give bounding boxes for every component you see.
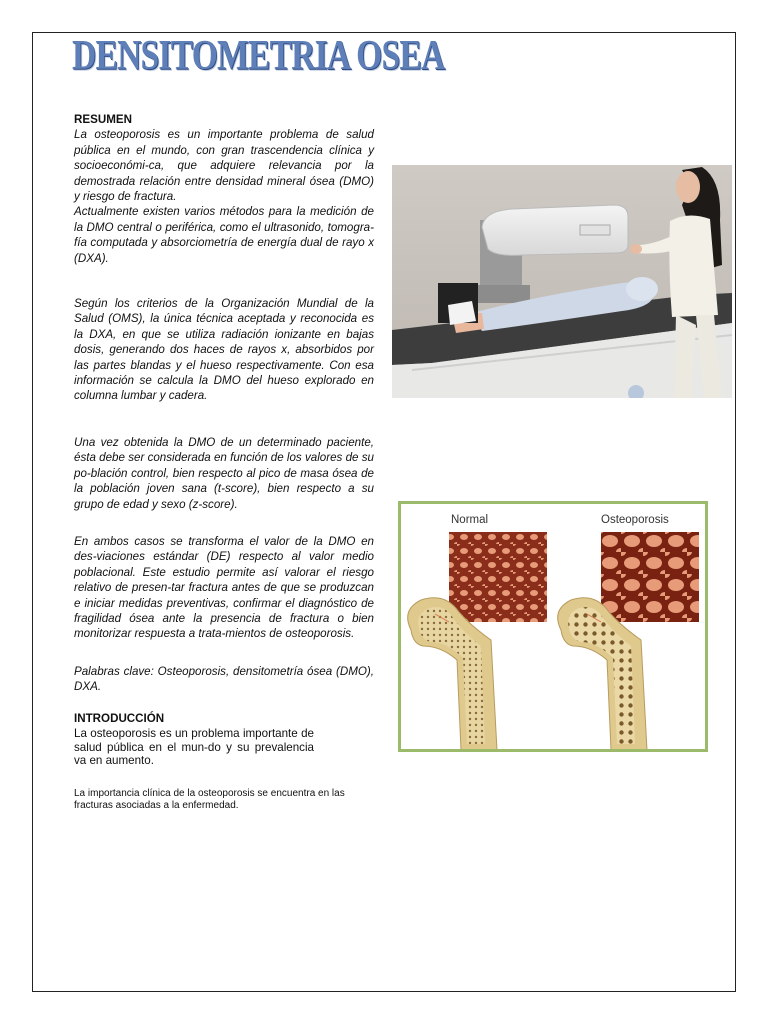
- resumen-paragraph-2: Actualmente existen varios métodos para la medición de la DMO central o periférica, como el ultrasonido, tomogra-fía computada y absorciometría de energía dual de rayo x (DXA).: [74, 205, 374, 265]
- keywords: Palabras clave: Osteoporosis, densitometría ósea (DMO), DXA.: [74, 665, 374, 694]
- resumen-paragraph-5-block: [74, 534, 374, 642]
- introduccion-paragraph-1: La osteoporosis es un problema importante de salud pública en el mun-do y su prevalencia va en aumento.: [74, 727, 314, 768]
- introduccion-section: [74, 711, 374, 768]
- introduccion-heading: INTRODUCCIÓN: [74, 712, 165, 725]
- label-normal: Normal: [451, 514, 489, 526]
- resumen-paragraph-3: Según los criterios de la Organización Mundial de la Salud (OMS), la única técnica aceptada y reconocida es la DXA, en que se utiliza radiación ionizante en bajas dosis, generando dos haces de rayos x, absorbidos por las partes blandas y el hueso respectivamente. Con esa información se calcula la DMO del hueso explorado en columna lumbar y cadera.: [74, 297, 374, 403]
- introduccion-paragraph-2: La importancia clínica de la osteoporosis se encuentra en las fracturas asociadas a la enfermedad.: [74, 788, 345, 811]
- introduccion-paragraph-2-block: [74, 788, 374, 812]
- document-title: DENSITOMETRIA OSEA: [72, 33, 445, 79]
- resumen-paragraph-1: La osteoporosis es un importante problema de salud pública en el mundo, con gran trascendencia clínica y socioeconómi-ca, que adquiere relevancia por la demostrada relación entre densidad mineral ósea (DMO) y riesgo de fractura.: [74, 128, 374, 204]
- bone-comparison-figure: [398, 501, 708, 752]
- resumen-paragraph-3-block: [74, 296, 374, 404]
- label-osteoporosis: Osteoporosis: [601, 514, 669, 526]
- keywords-block: [74, 664, 374, 695]
- densitometry-photo: [392, 165, 732, 398]
- resumen-section: [74, 112, 374, 266]
- resumen-paragraph-4-block: [74, 435, 374, 512]
- resumen-paragraph-4: Una vez obtenida la DMO de un determinado paciente, ésta debe ser considerada en función de los valores de su po-blación control, bien respecto al pico de masa ósea de la población joven sana (t-score), bien respecto a su grupo de edad y sexo (z-score).: [74, 436, 374, 511]
- resumen-paragraph-5: En ambos casos se transforma el valor de la DMO en des-viaciones estándar (DE) respecto al valor medio poblacional. Este estudio permite así valorar el riesgo relativo de presen-tar fractura antes de que se produzcan e iniciar medidas preventivas, confirmar el diagnóstico de fragilidad ósea ante la presencia de fractura o bien monitorizar respuesta a trata-mientos de osteoporosis.: [74, 535, 374, 641]
- resumen-heading: RESUMEN: [74, 113, 132, 126]
